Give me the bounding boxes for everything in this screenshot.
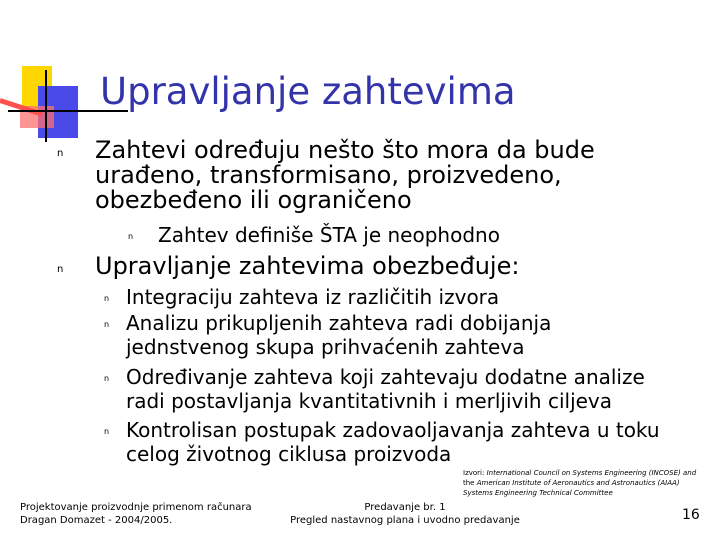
source-line: Systems Engineering Technical Committee	[463, 489, 613, 497]
source-note	[463, 468, 713, 498]
sub-bullet-text	[126, 365, 645, 413]
sub-bullet-text: Integraciju zahteva iz različitih izvora	[126, 285, 500, 309]
sub-bullet-line: Kontrolisan postupak zadovaoljavanja zahteva u toku	[126, 418, 660, 442]
footer-line: Predavanje br. 1	[364, 502, 446, 513]
sub-bullet-line: celog životnog ciklusa proizvoda	[126, 442, 452, 466]
page-number: 16	[682, 507, 700, 523]
sub-bullet-text: Zahtev definiše ŠTA je neophodno	[158, 223, 500, 247]
bullet-line: Zahtevi određuju nešto što mora da bude	[95, 136, 595, 164]
sub-bullet-icon: n	[104, 294, 110, 303]
sub-bullet-line: radi postavljanja kvantitativnih i merljivih ciljeva	[126, 389, 613, 413]
source-line: International Council on Systems Engineering (INCOSE) and	[486, 469, 697, 477]
footer-line: Pregled nastavnog plana i uvodno predavanje	[290, 515, 520, 526]
footer-lecture-info	[290, 501, 520, 527]
source-prefix: Izvori:	[463, 469, 487, 477]
sub-bullet-text	[126, 311, 551, 359]
bullet-text: Upravljanje zahtevima obezbeđuje:	[95, 252, 520, 280]
bullet-text	[95, 138, 595, 213]
sub-bullet-icon: n	[128, 232, 134, 241]
bullet-icon: n	[57, 264, 64, 275]
source-line: American Institute of Aeronautics and Astronautics (AIAA)	[476, 479, 680, 487]
sub-bullet-line: Određivanje zahteva koji zahtevaju dodatne analize	[126, 365, 645, 389]
source-line-prefix: the	[463, 479, 477, 487]
slide-title: Upravljanje zahtevima	[100, 70, 516, 113]
sub-bullet-text	[126, 418, 660, 466]
footer-course-info	[20, 501, 252, 527]
sub-bullet-line: jednstvenog skupa prihvaćenih zahteva	[126, 335, 525, 359]
sub-bullet-icon: n	[104, 374, 110, 383]
sub-bullet-line: Analizu prikupljenih zahteva radi dobijanja	[126, 311, 552, 335]
bullet-line: urađeno, transformisano, proizvedeno,	[95, 161, 562, 189]
bullet-icon: n	[57, 148, 64, 159]
decor-vertical-line	[45, 70, 47, 142]
bullet-line: obezbeđeno ili ograničeno	[95, 186, 412, 214]
footer-line: Projektovanje proizvodnje primenom računara	[20, 502, 252, 513]
footer-line: Dragan Domazet - 2004/2005.	[20, 515, 173, 526]
sub-bullet-icon: n	[104, 320, 110, 329]
sub-bullet-icon: n	[104, 427, 110, 436]
